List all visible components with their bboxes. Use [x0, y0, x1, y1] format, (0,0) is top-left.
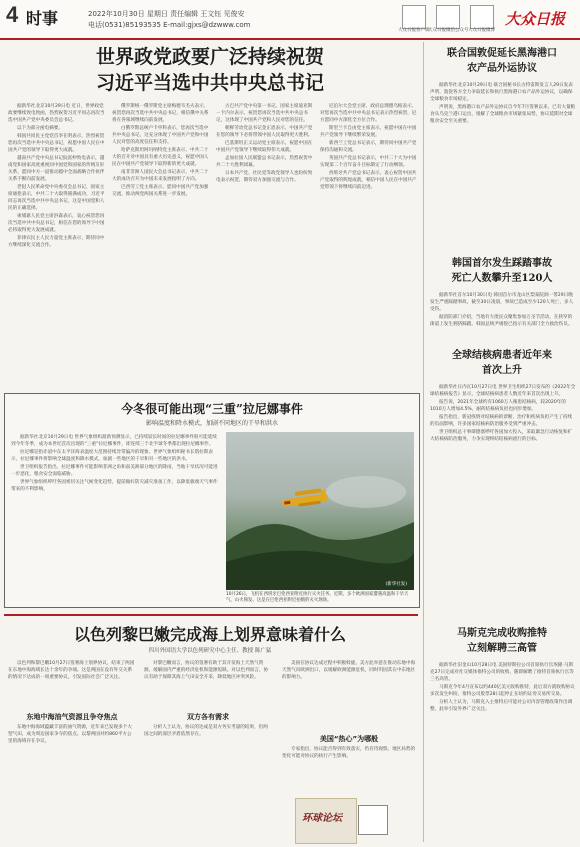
paragraph: 白俄罗斯总统卢卡申科表示，您再次当选中共中央总书记，这充分体现了中国共产党和中国人民对您的高度信任和支持。 [112, 126, 209, 145]
headline-line: 立刻解聘三高管 [467, 643, 537, 654]
article-headline [428, 348, 576, 378]
paragraph: 韩国共同民主党党首李在明表示，热烈祝贺您再次当选中共中央总书记，祝愿中国人民在中国共产党的领导下取得更大成就。 [8, 134, 105, 153]
contact-info: 电话(0531)85193535 E-mail:gjxs@dzwww.com [88, 21, 251, 29]
paragraph: 哈萨克斯坦阿玛纳特党主席表示，中共二十大的召开对中国具有重大历史意义，祝愿中国人民在中国共产党领导下取得新的更大成就。 [112, 148, 209, 167]
feature-title: 今冬很可能出现“三重”拉尼娜事件 [121, 402, 303, 416]
stamp-label: 环球论坛 [302, 813, 342, 824]
article-body [430, 292, 576, 340]
paragraph: 马斯克今年4月宣布以约440亿美元收购推特，此后双方就收购协议多次发生纠纷。推特公司股票28日起停止在纽约证券交易所交易。 [430, 685, 575, 697]
section-rule [4, 614, 418, 616]
paragraph: 据新华社首尔10月30日电 韩国首尔市龙山区梨泰院洞一带29日晚发生严重踩踏事故。截至30日凌晨，事故已造成至少120人死亡、多人受伤。 [430, 293, 574, 312]
paragraph: 西班牙共产党总书记表示，衷心祝贺中国共产党取得的辉煌成就，相信中国人民在中国共产党带领下将继续向前迈进。 [320, 171, 417, 190]
qr-code-icon [402, 5, 426, 29]
paragraph: 柬埔寨人民党主席洪森表示，衷心祝贺您再次当选中共中央总书记，相信在您的领导下中国必将取得更大发展成就。 [8, 214, 105, 233]
paragraph: 世界气象组织呼吁各国密切关注气候变化趋势，提前做好防灾减灾准备工作，以降低极端天气事件带来的不利影响。 [11, 480, 218, 492]
article-body [430, 82, 576, 252]
article-column [282, 660, 416, 732]
qr-code-icon [436, 5, 460, 29]
photo-caption: 10月26日，飞机在西班牙巴伦西亚附近执行灭火任务。近期，多个欧洲国家遭遇高温和干旱天气，山火频发。这是在巴伦西亚附近拍摄的灭火现场。 [226, 592, 409, 603]
main-headline [0, 40, 420, 98]
page-number: 4 [6, 2, 19, 27]
article-column [144, 724, 272, 842]
bottom-headline: 以色列黎巴嫩完成海上划界意味着什么 [73, 625, 346, 644]
paragraph: 美国在协议达成过程中积极斡旋。美方此举意在推动东地中海天然气向欧洲出口，以缓解欧洲能源危机，同时巩固其在中东地区的影响力。 [282, 661, 416, 680]
headline-line: 全球结核病患者近年来 [452, 350, 552, 361]
feature-box [4, 393, 420, 608]
paragraph: 东地中海海域蕴藏丰富的油气资源，近年来已发现多个大型气田，成为周边国家争夺的焦点。以黎两国对约860平方公里的海域存在争议。 [8, 725, 132, 744]
article-column [8, 724, 136, 842]
paragraph: 报告指出，新冠疫情对结核病的诊断、治疗和疾病负担产生了持续的负面影响，许多国家结核病防治服务受到严重冲击。 [430, 415, 573, 427]
qr-label: 大众日报客户端 [398, 28, 430, 33]
qr-code-icon [358, 805, 388, 835]
feature-subtitle: 影响温度和降水模式，加剧不同地区的干旱和洪水 [145, 420, 278, 427]
paragraph: 巴基斯坦正义运动党主席表示，祝愿中国在中国共产党领导下继续取得伟大成就。 [216, 141, 313, 153]
article-column [216, 103, 314, 387]
article-column [282, 746, 416, 794]
article-column [112, 103, 210, 387]
headline-line: 联合国敦促延长黑海港口 [447, 48, 557, 59]
section-title: 时事 [26, 9, 59, 28]
paragraph: 据新华社北京10月29日电 联合国秘书长古特雷斯发言人29日发表声明，敦促各方全力争取延长和执行黑海港口农产品外运协议，以确保全球粮食市场稳定。 [430, 83, 573, 102]
section-heading: 东地中海油气资源且争夺焦点 [26, 713, 118, 721]
qr-label: 大众日报微博 [468, 28, 495, 33]
paragraph: 分析人士认为，马斯克入主推特后可能对公司内容管理政策作出调整，此举引发外界广泛关注。 [430, 700, 573, 712]
paragraph: 孟加拉国人民联盟总书记表示，热烈祝贺中共二十大胜利闭幕。 [216, 156, 313, 168]
paragraph: 世卫组织总干事谭德塞呼吁各国加大投入，采取紧急行动恢复和扩大结核病防治服务，力争实现终结结核病流行的目标。 [430, 430, 573, 442]
paragraph: 巴西劳工党主席表示，愿同中国共产党加强交流，推动两党两国关系进一步发展。 [112, 185, 209, 197]
article-headline [428, 46, 576, 76]
paragraph: 俄罗斯统一俄罗斯党主席梅德韦杰夫表示，祝贺您再次当选中共中央总书记，相信俄中关系将在各领域继续向前发展。 [112, 104, 209, 123]
paragraph: 报告说，2021年全球约有1060万人罹患结核病，较2020年的1010万人增加4.5%，耐药结核病负担也同步增加。 [430, 400, 566, 412]
headline-line: 首次上升 [482, 365, 522, 376]
article-column [8, 660, 136, 710]
news-photo [226, 432, 414, 590]
paragraph: 菲律宾民主人民力量党主席表示，期待同中方继续深化交流合作。 [8, 236, 105, 248]
paragraph: 分析人士认为，协议的达成是双方务实考量的结果，但两国之间的深层矛盾依然存在。 [144, 725, 268, 737]
paragraph: 据新华社北京10月29日电 近日，世界政党政要继续致电致函，热烈祝贺习近平同志再次当选中国共产党中央委员会总书记。 [8, 104, 105, 123]
headline-line: 马斯克完成收购推特 [457, 628, 547, 639]
article-column [320, 103, 418, 387]
article-body [430, 662, 576, 842]
photo-credit: (新华社发) [385, 582, 407, 587]
paragraph: 老挝人民革命党中央委员会总书记、国家主席通伦表示，中共二十大取得圆满成功，习近平同志再次当选中共中央总书记，这是中国党和人民的正确选择。 [8, 185, 105, 211]
headline-line: 农产品外运协议 [467, 63, 537, 74]
section-heading: 双方各有需求 [187, 713, 229, 721]
article-headline [428, 626, 576, 656]
section-heading: 美国“热心”为哪般 [319, 735, 379, 743]
headline-line: 韩国首尔发生踩踏事故 [452, 258, 552, 269]
paragraph: 越南共产党中央总书记阮富仲致电表示，越南党和国家高度重视同中国党和国家的传统友好关系，愿同中方一道推动越中全面战略合作伙伴关系不断向前发展。 [8, 156, 105, 182]
firefighting-plane-image [226, 432, 414, 590]
paragraph: 据新华社日内瓦10月27日电 世界卫生组织27日发布的《2022年全球结核病报告》显示，全球结核病患者人数近年来首次出现上升。 [430, 385, 576, 397]
paragraph: 以色列和黎巴嫩10月27日签署海上划界协议，结束了两国在东地中海海域长达十余年的争端。这是两国在没有外交关系的情况下达成的一项重要协议，引发国际社会广泛关注。 [8, 661, 135, 680]
article-column [144, 660, 272, 710]
paragraph: 以下为部分函电摘要。 [17, 126, 63, 131]
paragraph: 据新华社旧金山10月28日电 美国特斯拉公司首席执行官埃隆·马斯克27日完成对社交媒体推特公司的收购，随即解聘了推特首席执行官等三名高管。 [430, 663, 574, 682]
paragraph: 据消防部门介绍，当地有大批民众聚集参加万圣节活动，在狭窄的街道上发生拥挤踩踏。韩国总统尹锡悦已指示有关部门全力救治伤员。 [430, 315, 573, 327]
feature-body [11, 434, 219, 602]
headline-line: 习近平当选中共中央总书记 [95, 72, 324, 94]
newspaper-logo: 大众日报 [505, 10, 566, 28]
edition-info: 2022年10月30日 星期日 责任编辑 王文钰 见俊安 [88, 10, 245, 18]
page-header [0, 0, 580, 40]
paragraph: 对黎巴嫩而言，协议的签署有助于其开发海上天然气资源，缓解国内严重的经济危机和能源短缺。对以色列而言，协议有助于保障其海上气田安全开采，降低地区冲突风险。 [144, 661, 269, 680]
byline: 四川外国语大学以色列研究中心主任、教授 陈广猛 [148, 648, 272, 654]
column-divider [423, 42, 424, 842]
paragraph: 拉尼娜是指赤道中东太平洋海表温度大范围持续异常偏冷的现象。世界气象组织秘书长塔拉斯表示，拉尼娜事件将影响全球温度和降水模式，加剧一些地区的干旱和另一些地区的洪水。 [11, 450, 213, 462]
paragraph: 尼泊尔大会党主席、政府总理德乌帕表示，对您再次当选中共中央总书记表示热烈祝贺，尼方愿同中方深化全方位合作。 [320, 104, 417, 123]
paragraph: 古巴共产党中央第一书记、国家主席迪亚斯－卡内尔表示，祝贺您再次当选中共中央总书记，这体现了中国共产党和人民对您的信任。 [216, 104, 313, 123]
paragraph: 日本共产党、社民党等政党领导人也纷纷致电表示祝贺，期待双方加强交流与合作。 [216, 171, 313, 183]
article-body [430, 384, 576, 620]
headline-line: 死亡人数攀升至120人 [451, 273, 553, 284]
paragraph: 斯里兰卡自由党主席表示，祝愿中国在中国共产党领导下继续繁荣发展。 [320, 126, 417, 138]
paragraph: 据新华社北京10月29日电 世界气象组织最新预测显示，已持续较长时间的拉尼娜事件很可能延续到今年冬季，成为本世纪首次出现的“三重”拉尼娜事件，即连续三个北半球冬季都出现拉尼娜事件。 [11, 435, 217, 447]
paragraph: 南非非洲人国民大会总书记表示，中共二十大的成功召开为中国未来发展指明了方向。 [112, 170, 209, 182]
headline-line: 世界政党政要广泛持续祝贺 [95, 46, 324, 68]
paragraph: 新西兰工党总书记表示，期待同中国共产党保持沟通和交流。 [320, 141, 417, 153]
paragraph: 专家指出，协议能否得到有效落实，仍有待观察。地区局势的变化可能对协议的执行产生影响。 [282, 747, 416, 759]
qr-label: 大众日报微信公众号 [428, 28, 469, 33]
article-column [8, 103, 106, 387]
article-headline [428, 256, 576, 286]
paragraph: 朝鲜劳动党总书记金正恩表示，中国共产党在您的领导下必将带领中国人民取得更大胜利。 [216, 126, 313, 138]
paragraph: 世卫组织报告指出，拉尼娜事件可能影响非洲之角和南美洲部分地区的降雨，当地干旱状况可能进一步恶化，粮食安全面临威胁。 [11, 465, 218, 477]
paragraph: 英国共产党总书记表示，中共二十大为中国实现第二个百年奋斗目标制定了行动纲领。 [320, 156, 417, 168]
column-stamp [295, 798, 357, 844]
qr-code-icon [470, 5, 494, 29]
paragraph: 声明说，黑海港口农产品外运协议自今年7月签署以来，已有大量粮食从乌克兰港口运出，缓解了全球粮食市场紧张局势，协议延期对全球粮食安全至关重要。 [430, 105, 576, 124]
